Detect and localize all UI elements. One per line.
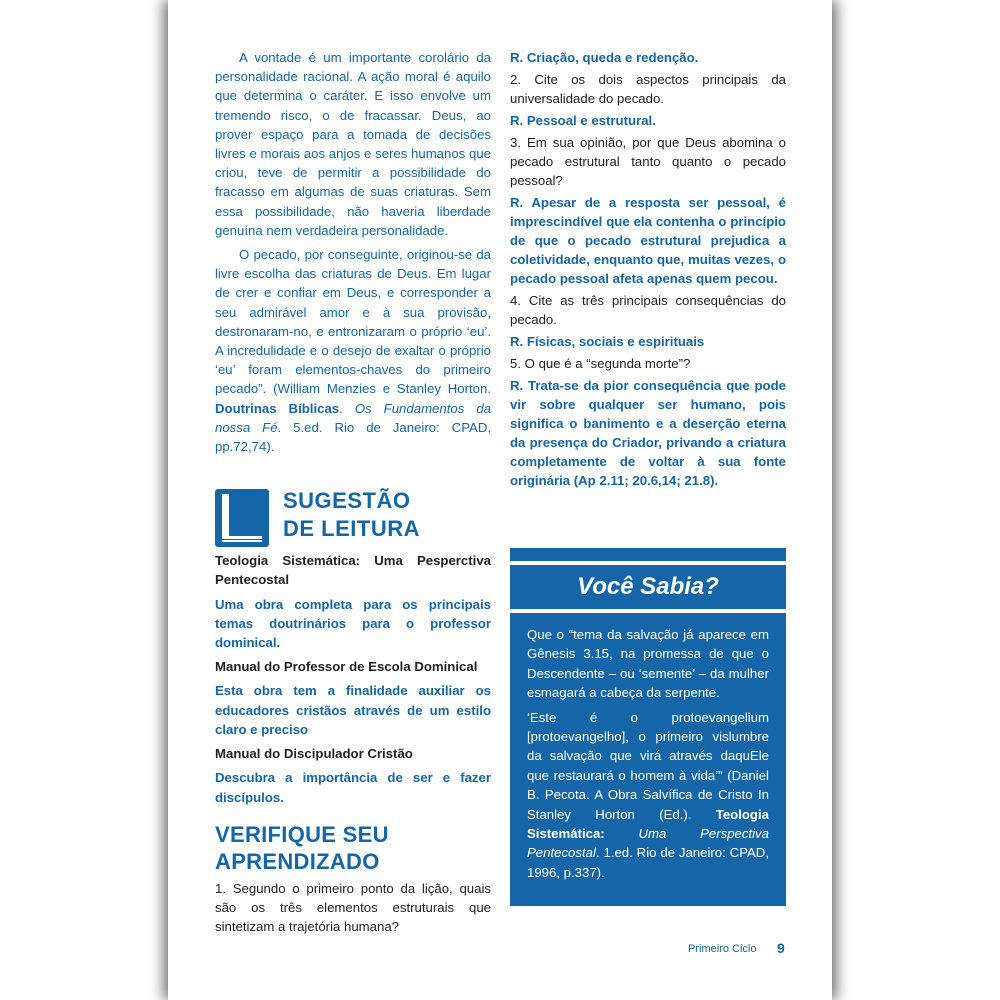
page-number: 9 <box>777 940 785 956</box>
voce-sabia-top-bar <box>510 548 786 561</box>
answer-2: R. Pessoal e estrutural. <box>510 113 656 128</box>
book-3-title: Manual do Discipulador Cristão <box>215 746 413 762</box>
body-paragraph-1: A vontade é um importante corolário da personalidade racional. A ação moral é aquilo que determina o caráter. E isso envolve um tremendo risco, o de fracassar. Deus, ao prover espaço para a tomada de decisões livres e morais aos anjos e seres humanos que criou, teve de permitir a possibilidade do fracasso em algumas de suas criaturas. Sem essa possibilidade, não haveria liberdade genuína nem verdadeira personalidade. <box>215 50 491 238</box>
left-column <box>215 48 491 936</box>
book-icon <box>215 489 269 547</box>
voce-sabia-paragraph-1: Que o “tema da salvação já aparece em Gênesis 3.15, na promessa de que o Descendente – ou ‘semente’ – da mulher esmagará a cabeça da serpente. <box>527 627 769 701</box>
verifique-title-line2: APRENDIZADO <box>215 848 380 874</box>
voce-sabia-quote: ‘Este é o protoevangelium [protoevangelho], o primeiro vislumbre da salvação que virá através daquEle que restaurará o homem à vida’” (Daniel B. Pecota. A Obra Salvífica de Cristo In Stanley Horton (Ed.). <box>527 709 769 822</box>
answer-1: R. Criação, queda e redenção. <box>510 50 699 65</box>
voce-sabia-paragraph-2 <box>527 708 769 883</box>
question-1: 1. Segundo o primeiro ponto da lição, quais são os três elementos estruturais que sintetizam a trajetória humana? <box>215 880 491 934</box>
citation-ref: . 5.ed. Rio de Janeiro: CPAD, pp.72,74). <box>215 419 492 455</box>
voce-sabia-book-title: Teologia Sistemática: <box>527 806 769 842</box>
body-paragraph-2: O pecado, por conseguinte, originou-se da livre escolha das criaturas de Deus. Em lugar de crer e confiar em Deus, e corresponder a seu admirável amor e à sua provisão, destronaram-no, e entronizaram o próprio ‘eu’. A incredulidade e o desejo de exaltar o próprio ‘eu’ foram elementos-chaves do primeiro pecado”. (William Menzies e Stanley Horton. Doutrinas Bíblicas. Os Fundamentos da nossa Fé. 5.ed. Rio de Janeiro: CPAD, pp.72,74). <box>215 247 492 455</box>
book-3-description: Descubra a importância de ser e fazer discípulos. <box>215 770 491 805</box>
answer-3: R. Apesar de a resposta ser pessoal, é imprescindível que ela contenha o princípio de que o pecado estrutural prejudica a coletividade, enquanto que, muitas vezes, o pecado pessoal afeta apenas quem pecou. <box>510 195 786 286</box>
footer-section-label: Primeiro Ciclo <box>688 943 757 955</box>
voce-sabia-citation: . 1.ed. Rio de Janeiro: CPAD, 1996, p.337). <box>527 845 769 880</box>
voce-sabia-box <box>510 548 786 906</box>
question-4: 4. Cite as três principais consequências do pecado. <box>510 293 786 327</box>
sugestao-title-line2: DE LEITURA <box>283 516 420 542</box>
question-2: 2. Cite os dois aspectos principais da universalidade do pecado. <box>510 72 786 106</box>
book-1-title: Teologia Sistemática: Uma Pesperctiva Pentecostal <box>215 553 491 588</box>
voce-sabia-book-subtitle: Uma Perspectiva Pentecostal <box>527 826 769 861</box>
answer-5: R. Trata-se da pior consequência que pode vir sobre qualquer ser humano, pois significa o banimento e a deserção eterna da presença do Criador, privando a criatura completamente de voltar à sua fonte originária (Ap 2.11; 20.6,14; 21.8). <box>510 378 786 488</box>
book-subtitle-fundamentos: Os Fundamentos da nossa Fé <box>215 400 491 435</box>
verifique-title <box>215 821 491 875</box>
book-1-description: Uma obra completa para os principais temas doutrinários para o professor dominical. <box>215 596 491 651</box>
answer-4: R. Físicas, sociais e espirituais <box>510 334 705 349</box>
book-2-description: Esta obra tem a finalidade auxiliar os educadores cristãos através de um estilo claro e preciso <box>215 683 491 737</box>
verifique-title-line1: VERIFIQUE SEU <box>215 821 389 847</box>
voce-sabia-body <box>527 625 769 887</box>
paragraph-2-text: O pecado, por conseguinte, originou-se da livre escolha das criaturas de Deus. Em lugar de crer e confiar em Deus, e corresponder a seu admirável amor e à sua provisão, destronaram-no, e entronizaram o próprio ‘eu’. A incredulidade e o desejo de exaltar o próprio ‘eu’ foram elementos-chaves do primeiro pecado”. (William Menzies e Stanley Horton. <box>215 247 491 397</box>
sugestao-title-line1: SUGESTÃO <box>283 488 411 514</box>
book-title-doutrinas: Doutrinas Bíblicas <box>215 400 340 416</box>
question-5: 5. O que é a “segunda morte”? <box>510 356 691 371</box>
sugestao-leitura-header <box>215 487 491 549</box>
voce-sabia-title: Você Sabia? <box>510 561 786 613</box>
right-column <box>510 48 786 493</box>
book-2-title: Manual do Professor de Escola Dominical <box>215 659 478 675</box>
sugestao-title <box>283 487 420 543</box>
question-3: 3. Em sua opinião, por que Deus abomina o pecado estrutural tanto quanto o pecado pessoal? <box>510 135 786 188</box>
